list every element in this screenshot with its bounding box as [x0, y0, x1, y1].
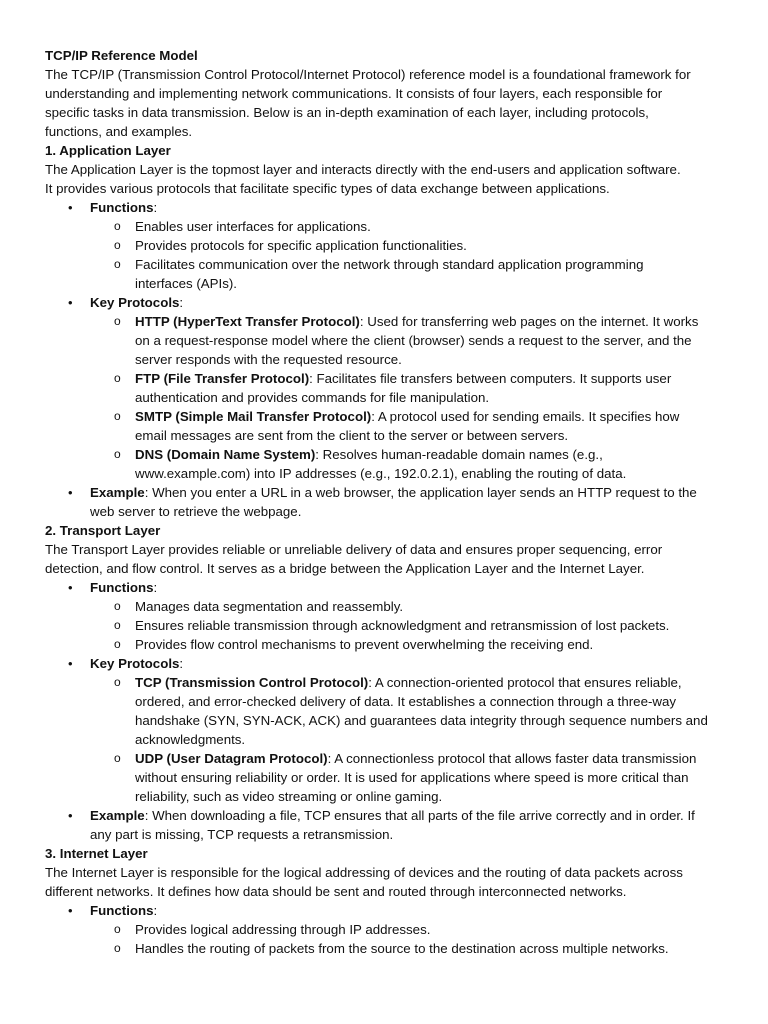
protocol-text: : Facilitates file transfers between computers. It supports user — [309, 371, 672, 386]
bullet-item-example — [45, 483, 735, 502]
bullet-icon: • — [68, 808, 73, 823]
protocol-text: : Resolves human-readable domain names (e.g., — [315, 447, 603, 462]
item-text: Provides logical addressing through IP addresses. — [135, 922, 431, 937]
text-line: The Application Layer is the topmost layer and interacts directly with the end-users and application software. — [45, 162, 681, 177]
item-continuation: ordered, and error-checked delivery of data. It establishes a connection through a three-way — [135, 694, 677, 709]
protocol-name: HTTP (HyperText Transfer Protocol) — [135, 314, 360, 329]
bullet-label: Key Protocols — [90, 295, 180, 310]
section-heading-application: 1. Application Layer — [45, 143, 171, 158]
bullet-icon: • — [68, 295, 73, 310]
label-colon: : — [179, 295, 184, 310]
text-line: detection, and flow control. It serves as a bridge between the Application Layer and the Internet Layer. — [45, 561, 645, 576]
protocol-item-smtp — [45, 407, 735, 426]
protocol-name: DNS (Domain Name System) — [135, 447, 316, 462]
example-text: : When you enter a URL in a web browser, the application layer sends an HTTP request to the — [144, 485, 697, 500]
document-title: TCP/IP Reference Model — [45, 48, 198, 63]
protocol-name: FTP (File Transfer Protocol) — [135, 371, 310, 386]
example-text: : When downloading a file, TCP ensures that all parts of the file arrive correctly and in order. If — [144, 808, 695, 823]
sub-bullet-item — [45, 217, 735, 236]
label-colon: : — [153, 200, 158, 215]
intro-paragraph — [45, 65, 735, 141]
item-text: Ensures reliable transmission through acknowledgment and retransmission of lost packets. — [135, 618, 670, 633]
bullet-item-functions — [45, 578, 735, 597]
item-text: Manages data segmentation and reassembly. — [135, 599, 404, 614]
bullet-icon: • — [68, 580, 73, 595]
sub-bullet-item — [45, 939, 735, 958]
sub-bullet-icon: o — [114, 371, 121, 385]
sub-bullet-icon: o — [114, 599, 121, 613]
bullet-item-key-protocols — [45, 654, 735, 673]
sub-bullet-item — [45, 616, 735, 635]
item-continuation: email messages are sent from the client to the server or between servers. — [135, 428, 569, 443]
text-line: functions, and examples. — [45, 124, 193, 139]
sub-bullet-icon: o — [114, 637, 121, 651]
protocol-item-http — [45, 312, 735, 331]
bullet-item-key-protocols — [45, 293, 735, 312]
section-heading-internet: 3. Internet Layer — [45, 846, 148, 861]
bullet-label: Key Protocols — [90, 656, 180, 671]
protocol-name: SMTP (Simple Mail Transfer Protocol) — [135, 409, 372, 424]
item-continuation: any part is missing, TCP requests a retransmission. — [90, 827, 394, 842]
sub-bullet-icon: o — [114, 409, 121, 423]
bullet-label: Functions — [90, 200, 154, 215]
document-page — [45, 46, 735, 958]
protocol-item-tcp — [45, 673, 735, 692]
sub-bullet-item — [45, 597, 735, 616]
sub-bullet-icon: o — [114, 922, 121, 936]
text-line: understanding and implementing network communications. It consists of four layers, each responsible for — [45, 86, 663, 101]
protocol-item-dns — [45, 445, 735, 464]
text-line: It provides various protocols that facilitate specific types of data exchange between applications. — [45, 181, 610, 196]
item-continuation: web server to retrieve the webpage. — [90, 504, 302, 519]
protocol-text: : A protocol used for sending emails. It specifies how — [371, 409, 680, 424]
bullet-label: Example — [90, 485, 145, 500]
bullet-item-functions — [45, 198, 735, 217]
protocol-name: TCP (Transmission Control Protocol) — [135, 675, 369, 690]
protocol-item-udp — [45, 749, 735, 768]
text-line: The Transport Layer provides reliable or unreliable delivery of data and ensures proper sequencing, error — [45, 542, 663, 557]
bullet-icon: • — [68, 485, 73, 500]
item-continuation: handshake (SYN, SYN-ACK, ACK) and guarantees data integrity through sequence numbers and — [135, 713, 708, 728]
item-continuation: www.example.com) into IP addresses (e.g., 192.0.2.1), enabling the routing of data. — [135, 466, 627, 481]
bullet-item-example — [45, 806, 735, 825]
protocol-text: : Used for transferring web pages on the internet. It works — [359, 314, 699, 329]
sub-bullet-icon: o — [114, 751, 121, 765]
section-description — [45, 863, 735, 901]
sub-bullet-icon: o — [114, 447, 121, 461]
bullet-label: Functions — [90, 580, 154, 595]
protocol-text: : A connection-oriented protocol that ensures reliable, — [368, 675, 682, 690]
item-continuation: without ensuring reliability or order. It is used for applications where speed is more critical than — [135, 770, 689, 785]
sub-bullet-icon: o — [114, 257, 121, 271]
item-text: Facilitates communication over the network through standard application programming — [135, 257, 644, 272]
sub-bullet-item — [45, 920, 735, 939]
sub-bullet-item — [45, 635, 735, 654]
text-line: The Internet Layer is responsible for the logical addressing of devices and the routing of data packets across — [45, 865, 683, 880]
label-colon: : — [179, 656, 184, 671]
text-line: The TCP/IP (Transmission Control Protocol/Internet Protocol) reference model is a foundational framework for — [45, 67, 691, 82]
protocol-item-ftp — [45, 369, 735, 388]
bullet-label: Example — [90, 808, 145, 823]
label-colon: : — [153, 903, 158, 918]
bullet-icon: • — [68, 200, 73, 215]
item-continuation: server responds with the requested resource. — [135, 352, 402, 367]
sub-bullet-icon: o — [114, 314, 121, 328]
item-continuation: interfaces (APIs). — [135, 276, 237, 291]
sub-bullet-item — [45, 255, 735, 274]
bullet-item-functions — [45, 901, 735, 920]
sub-bullet-icon: o — [114, 675, 121, 689]
label-colon: : — [153, 580, 158, 595]
item-text: Provides protocols for specific application functionalities. — [135, 238, 467, 253]
bullet-label: Functions — [90, 903, 154, 918]
item-continuation: acknowledgments. — [135, 732, 246, 747]
item-text: Handles the routing of packets from the source to the destination across multiple networks. — [135, 941, 669, 956]
section-heading-transport: 2. Transport Layer — [45, 523, 161, 538]
section-description — [45, 540, 735, 578]
sub-bullet-item — [45, 236, 735, 255]
text-line: different networks. It defines how data should be sent and routed through interconnected networks. — [45, 884, 627, 899]
item-continuation: reliability, such as video streaming or online gaming. — [135, 789, 443, 804]
sub-bullet-icon: o — [114, 219, 121, 233]
item-text: Enables user interfaces for applications. — [135, 219, 371, 234]
item-continuation: on a request-response model where the client (browser) sends a request to the server, and the — [135, 333, 692, 348]
protocol-text: : A connectionless protocol that allows faster data transmission — [327, 751, 697, 766]
section-description — [45, 160, 735, 198]
bullet-icon: • — [68, 903, 73, 918]
sub-bullet-icon: o — [114, 618, 121, 632]
bullet-icon: • — [68, 656, 73, 671]
sub-bullet-icon: o — [114, 941, 121, 955]
item-text: Provides flow control mechanisms to prevent overwhelming the receiving end. — [135, 637, 594, 652]
sub-bullet-icon: o — [114, 238, 121, 252]
protocol-name: UDP (User Datagram Protocol) — [135, 751, 328, 766]
item-continuation: authentication and provides commands for file manipulation. — [135, 390, 490, 405]
text-line: specific tasks in data transmission. Below is an in-depth examination of each layer, including protocols, — [45, 105, 649, 120]
